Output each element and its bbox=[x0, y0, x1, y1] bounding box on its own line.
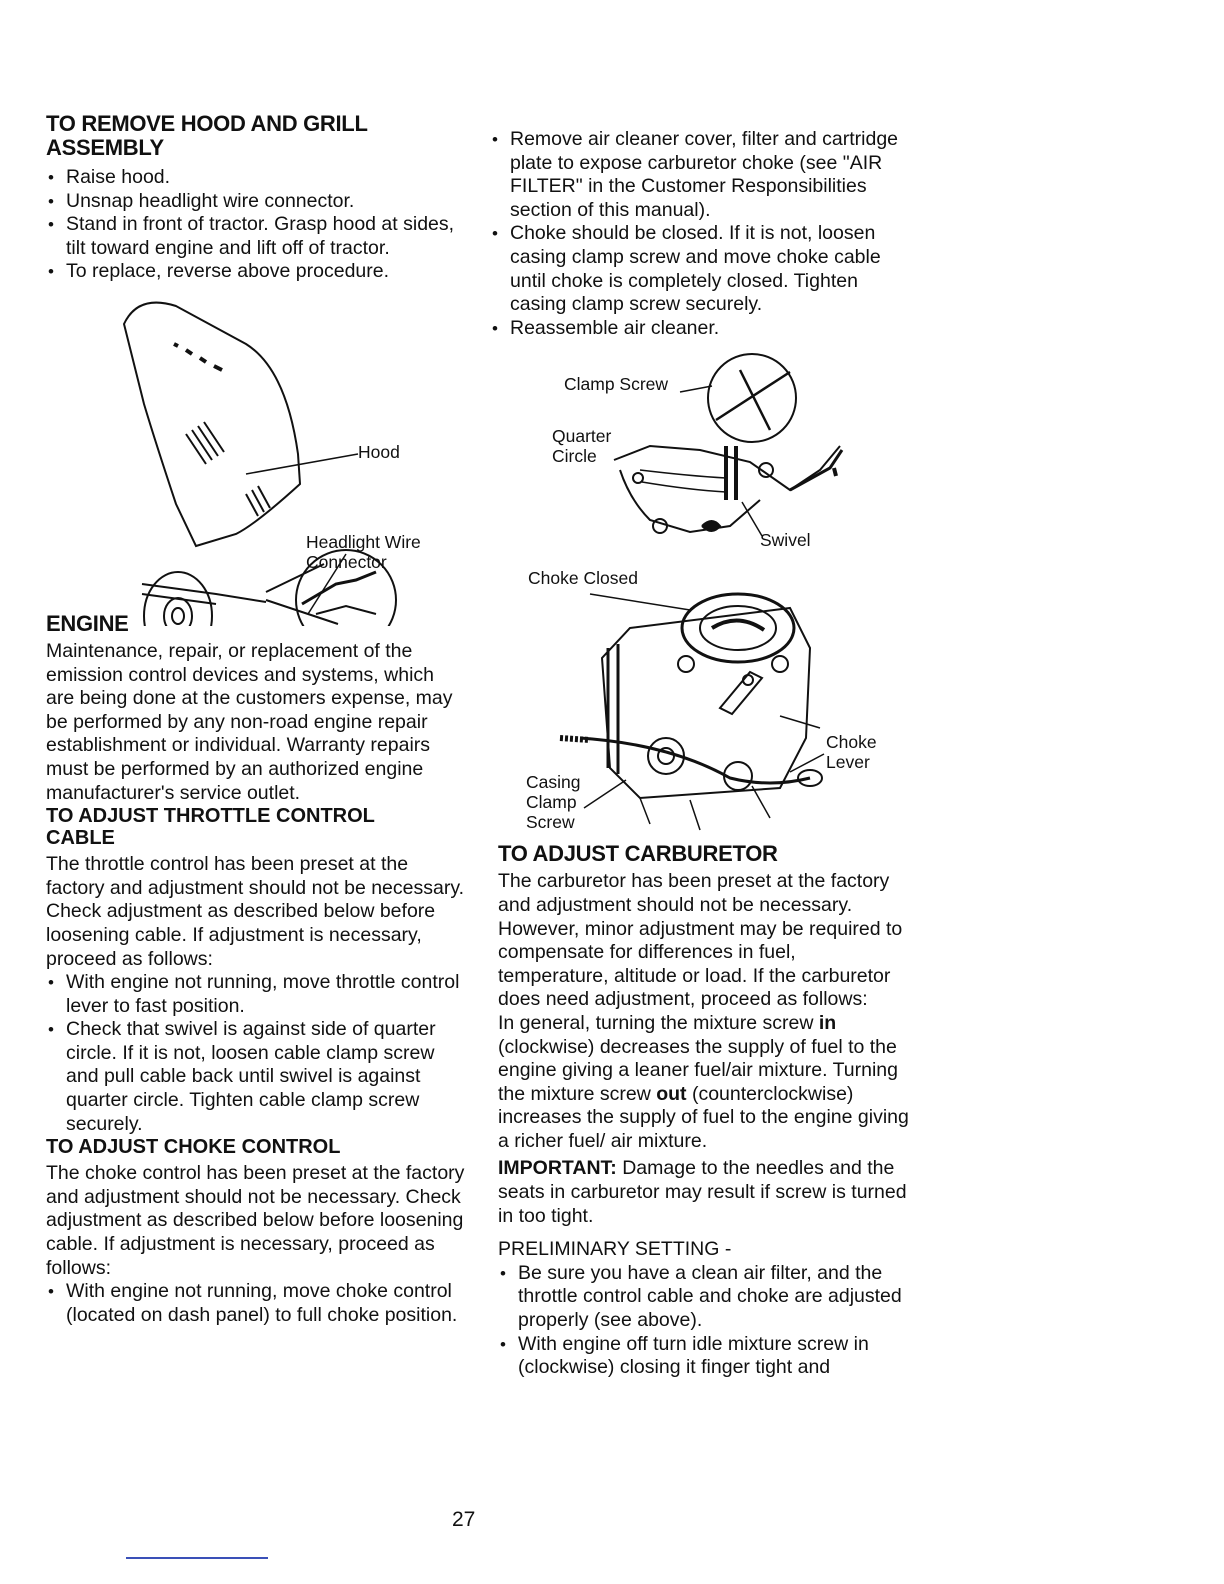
hood-figure bbox=[46, 284, 466, 626]
engine-body: Maintenance, repair, or replacement of the emission control devices and systems, which are being done at the customers expense, may be performed by any non-road engine repair establishment or individual. Warranty repairs must be performed by an authorized engine manufacturer's service outlet. bbox=[46, 639, 453, 804]
important-label: IMPORTANT: bbox=[498, 1157, 617, 1180]
mixture-out-word: out bbox=[656, 1082, 687, 1105]
choke-body: The choke control has been preset at the factory and adjustment should not be necessary. Check adjustment as described below before loosening cable. If adjustment is necessary, proceed as follows: bbox=[46, 1162, 465, 1279]
throttle-step: • With engine not running, move throttle control lever to fast position. bbox=[46, 971, 466, 1018]
preliminary-step: • Be sure you have a clean air filter, and the throttle control cable and choke are adjusted properly (see above). bbox=[498, 1262, 910, 1333]
carburetor-heading: TO ADJUST CARBURETOR bbox=[498, 841, 778, 867]
mixture-in-word: in bbox=[818, 1011, 837, 1034]
carburetor-body: The carburetor has been preset at the factory and adjustment should not be necessary. However, minor adjustment may be required to compensate for differences in fuel, temperature, altitude or load. If the carburetor does need adjustment, proceed as follows: bbox=[498, 870, 903, 1011]
bottom-rule bbox=[126, 1557, 268, 1559]
quarter-circle-label: Quarter Circle bbox=[552, 426, 612, 467]
clamp-screw-label: Clamp Screw bbox=[564, 374, 669, 395]
important-text: Damage to the needles and the seats in carburetor may result if screw is turned in too tight. bbox=[498, 1157, 907, 1227]
hood-step: • To replace, reverse above procedure. bbox=[46, 260, 466, 284]
page-number: 27 bbox=[452, 1508, 476, 1531]
choke-steps-right bbox=[490, 128, 910, 340]
preliminary-steps bbox=[498, 1262, 910, 1380]
mixture-text-end: (counterclockwise) increases the supply of fuel to the engine giving a richer fuel/ air mixture. bbox=[498, 1082, 909, 1152]
left-column bbox=[46, 112, 466, 1327]
choke-closed-label: Choke Closed bbox=[528, 568, 638, 589]
mixture-text-start: In general, turning the mixture screw bbox=[498, 1011, 819, 1034]
important-note bbox=[498, 1157, 910, 1228]
hood-illustration bbox=[46, 284, 466, 626]
choke-steps-left bbox=[46, 1280, 466, 1327]
casing-clamp-screw-label: Casing Clamp Screw bbox=[526, 772, 581, 833]
hood-label: Hood bbox=[358, 441, 400, 462]
choke-step: • With engine not running, move choke control (located on dash panel) to full choke position. bbox=[46, 1280, 466, 1327]
throttle-heading: TO ADJUST THROTTLE CONTROL CABLE bbox=[46, 805, 375, 850]
hood-step: • Unsnap headlight wire connector. bbox=[46, 190, 466, 214]
engine-heading: ENGINE bbox=[46, 610, 129, 636]
right-column bbox=[490, 128, 910, 1380]
connector-label: Headlight Wire Connector bbox=[306, 531, 421, 572]
choke-heading: TO ADJUST CHOKE CONTROL bbox=[46, 1136, 341, 1159]
hood-step: • Raise hood. bbox=[46, 166, 466, 190]
choke-step: • Reassemble air cleaner. bbox=[490, 317, 910, 341]
hood-heading: TO REMOVE HOOD AND GRILL ASSEMBLY bbox=[46, 111, 368, 160]
throttle-body: The throttle control has been preset at the factory and adjustment should not be necessary. Check adjustment as described below before loosening cable. If adjustment is necessary, proceed as follows: bbox=[46, 853, 465, 970]
preliminary-heading: PRELIMINARY SETTING - bbox=[498, 1238, 732, 1261]
choke-step: • Choke should be closed. If it is not, loosen casing clamp screw and move choke cable until choke is completely closed. Tighten casing clamp screw securely. bbox=[490, 222, 910, 316]
hood-steps bbox=[46, 166, 466, 284]
quarter-circle-figure bbox=[490, 350, 910, 562]
swivel-label: Swivel bbox=[760, 530, 811, 551]
choke-lever-label: Choke Lever bbox=[826, 732, 877, 773]
carburetor-figure bbox=[490, 568, 910, 844]
throttle-steps bbox=[46, 971, 466, 1136]
mixture-text-mid: (clockwise) decreases the supply of fuel to the engine giving a leaner fuel/air mixture. Turning the mixture screw bbox=[498, 1035, 898, 1105]
hood-step: • Stand in front of tractor. Grasp hood at sides, tilt toward engine and lift off of tractor. bbox=[46, 213, 466, 260]
choke-step: • Remove air cleaner cover, filter and cartridge plate to expose carburetor choke (see "AIR FILTER" in the Customer Responsibilities section of this manual). bbox=[490, 128, 910, 222]
preliminary-step: • With engine off turn idle mixture screw in (clockwise) closing it finger tight and bbox=[498, 1333, 910, 1380]
carburetor-mixture-body bbox=[498, 1012, 910, 1154]
throttle-step: • Check that swivel is against side of quarter circle. If it is not, loosen cable clamp screw and pull cable back until swivel is against quarter circle. Tighten cable clamp screw securely. bbox=[46, 1018, 466, 1136]
